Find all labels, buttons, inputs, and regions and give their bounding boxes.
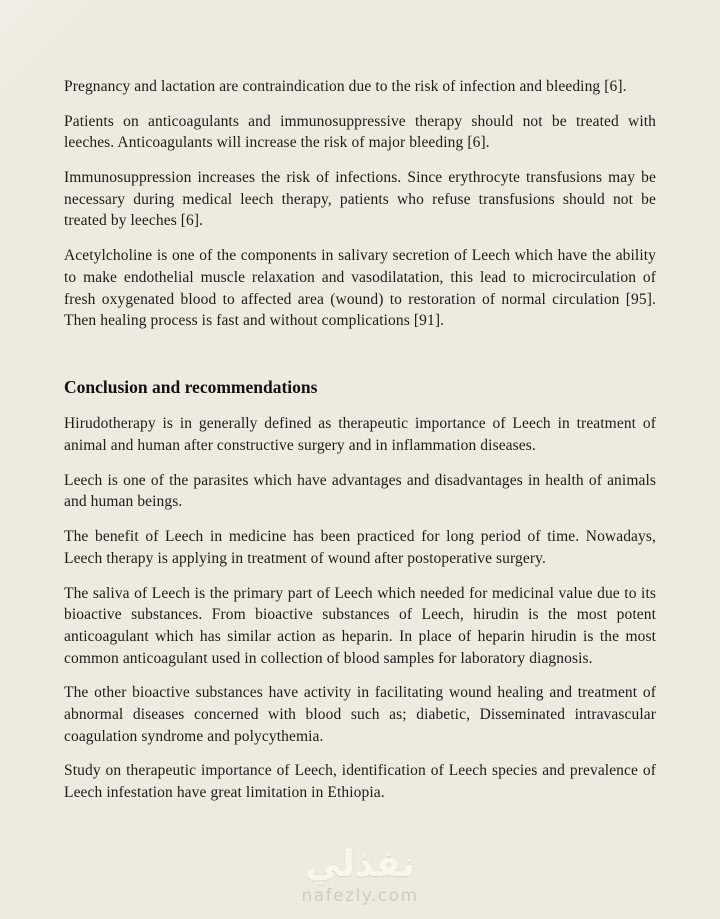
paragraph-bioactive-substances: The other bioactive substances have activity in facilitating wound healing and treatment of abnormal diseases concerned with blood such as; diabetic, Disseminated intravascular coagulation syndrome and polycythemia. [64, 684, 656, 745]
conclusion-section [64, 413, 656, 803]
nafezly-logo: نفذلي [304, 844, 416, 885]
watermark [0, 845, 720, 906]
paragraph-immunosuppression: Immunosuppression increases the risk of infections. Since erythrocyte transfusions may be necessary during medical leech therapy, patients who refuse transfusions should not be treated by leeches [6]. [64, 169, 656, 230]
paragraph-contraindication-pregnancy: Pregnancy and lactation are contraindication due to the risk of infection and bleeding [6]. [64, 78, 627, 95]
paragraph-leech-parasite: Leech is one of the parasites which have advantages and disadvantages in health of animals and human beings. [64, 471, 656, 511]
paragraph-hirudotherapy-definition: Hirudotherapy is in generally defined as therapeutic importance of Leech in treatment of animal and human after constructive surgery and in inflammation diseases. [64, 415, 656, 455]
paragraph-acetylcholine: Acetylcholine is one of the components in salivary secretion of Leech which have the ability to make endothelial muscle relaxation and vasodilatation, this lead to microcirculation of fresh oxygenated blood to affected area (wound) to restoration of normal circulation [95]. Then healing process is fast and without complications [91]. [64, 247, 656, 330]
paragraph-anticoagulants: Patients on anticoagulants and immunosuppressive therapy should not be treated with leeches. Anticoagulants will increase the risk of major bleeding [6]. [64, 112, 656, 152]
paragraph-leech-benefit: The benefit of Leech in medicine has been practiced for long period of time. Nowadays, Leech therapy is applying in treatment of wound after postoperative surgery. [64, 528, 656, 567]
section-heading-conclusion: Conclusion and recommendations [64, 376, 318, 397]
watermark-domain-text: nafezly.com [301, 886, 419, 906]
intro-section [64, 76, 656, 332]
paragraph-leech-saliva: The saliva of Leech is the primary part of Leech which needed for medicinal value due to its bioactive substances. From bioactive substances of Leech, hirudin is the most potent anticoagulant which has similar action as heparin. In place of heparin hirudin is the most common anticoagulant used in collection of blood samples for laboratory diagnosis. [64, 584, 656, 667]
paragraph-study-limitation: Study on therapeutic importance of Leech, identification of Leech species and prevalence of Leech infestation have great limitation in Ethiopia. [64, 762, 656, 801]
